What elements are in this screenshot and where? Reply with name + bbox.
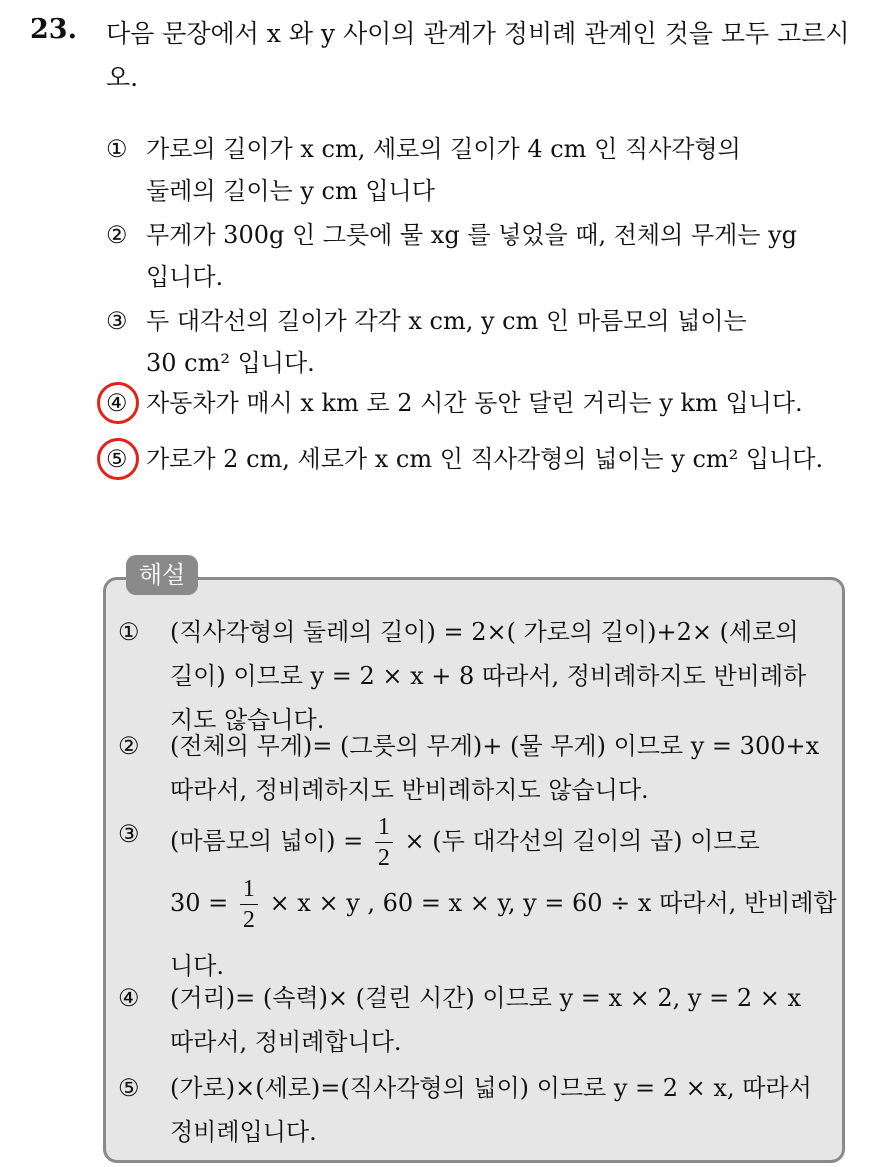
explanation-5-line: (가로)×(세로)=(직사각형의 넓이) 이므로 y = 2 × x, 따라서 (170, 1074, 812, 1102)
option-2-line1: 무게가 300g 인 그릇에 물 xg 를 넣었을 때, 전체의 무게는 yg (146, 221, 798, 249)
option-1-line2: 둘레의 길이는 y cm 입니다 (146, 177, 435, 205)
fraction-numerator: 1 (240, 874, 258, 905)
option-5-line1: 가로가 2 cm, 세로가 x cm 인 직사각형의 넓이는 y cm² 입니다. (146, 445, 824, 473)
explanation-3-pre: (마름모의 넓이) = (170, 827, 364, 855)
option-4-mark: ④ (106, 389, 128, 417)
option-1-mark: ① (106, 135, 128, 163)
explanation-3-post: × (두 대각선의 길이의 곱) 이므로 (404, 827, 760, 855)
explanation-1-line: 길이) 이므로 y = 2 × x + 8 따라서, 정비례하지도 반비례하 (170, 662, 807, 690)
explanation-1-line: 지도 않습니다. (170, 706, 325, 734)
explanation-3-pre2: 30 = (170, 889, 229, 917)
explanation-3-line-3: 니다. (170, 952, 224, 980)
fraction (240, 874, 258, 935)
option-4[interactable] (106, 382, 803, 424)
option-2-mark: ② (106, 221, 128, 249)
fraction-numerator: 1 (375, 812, 393, 843)
explanation-3-line-1 (170, 812, 840, 870)
explanation-5-mark: ⑤ (118, 1074, 140, 1102)
explanation-1-line: (직사각형의 둘레의 길이) = 2×( 가로의 길이)+2× (세로의 (170, 618, 799, 646)
option-3-line2: 30 cm² 입니다. (146, 349, 315, 377)
question-line-2: 오. (106, 63, 139, 92)
explanation-2-line: (전체의 무게)= (그릇의 무게)+ (물 무게) 이므로 y = 300+x (170, 732, 820, 760)
explanation-2-line: 따라서, 정비례하지도 반비례하지도 않습니다. (170, 776, 649, 804)
option-5-mark: ⑤ (106, 445, 128, 473)
option-2[interactable] (106, 214, 797, 298)
option-2-line2: 입니다. (146, 263, 224, 291)
option-3[interactable] (106, 300, 747, 384)
question-text (106, 12, 864, 100)
explanation-3-mark: ③ (118, 820, 140, 848)
option-1[interactable] (106, 128, 741, 212)
explanation-2-mark: ② (118, 732, 140, 760)
explanation-1-mark: ① (118, 618, 140, 646)
option-3-line1: 두 대각선의 길이가 각각 x cm, y cm 인 마름모의 넓이는 (146, 307, 747, 335)
selected-circle-mark (97, 438, 139, 480)
option-1-line1: 가로의 길이가 x cm, 세로의 길이가 4 cm 인 직사각형의 (146, 135, 741, 163)
problem-number: 23. (30, 14, 77, 45)
explanation-5-line: 정비례입니다. (170, 1118, 317, 1146)
explanation-3-post2: × x × y , 60 = x × y, y = 60 ÷ x 따라서, 반비례합 (269, 889, 837, 917)
question-line-1: 다음 문장에서 x 와 y 사이의 관계가 정비례 관계인 것을 모두 고르시 (106, 19, 850, 48)
explanation-4-mark: ④ (118, 984, 140, 1012)
fraction (375, 812, 393, 873)
selected-circle-mark (97, 382, 139, 424)
fraction-denominator: 2 (377, 845, 390, 871)
fraction-denominator: 2 (242, 907, 255, 933)
option-5[interactable] (106, 438, 823, 480)
explanation-tag: 해설 (126, 555, 198, 595)
explanation-4-line: 따라서, 정비례합니다. (170, 1028, 402, 1056)
explanation-4-line: (거리)= (속력)× (걸린 시간) 이므로 y = x × 2, y = 2 × x (170, 984, 802, 1012)
option-3-mark: ③ (106, 307, 128, 335)
explanation-3-line-2 (170, 874, 840, 944)
option-4-line1: 자동차가 매시 x km 로 2 시간 동안 달린 거리는 y km 입니다. (146, 389, 803, 417)
